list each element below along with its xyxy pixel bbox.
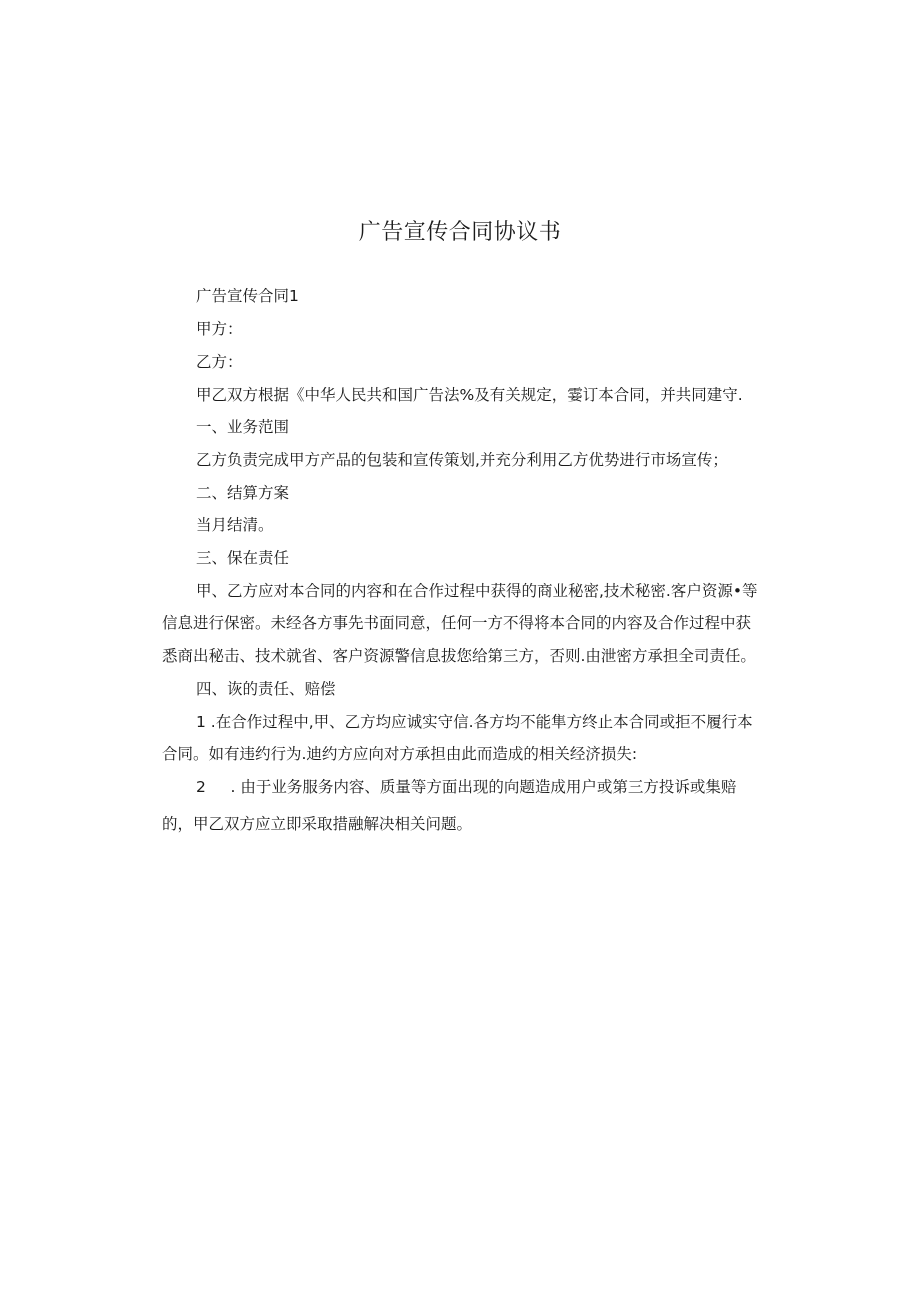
section-heading-liability: 四、诙的责任、赔偿 — [196, 680, 336, 698]
liability-item-2-line-2: 的，甲乙双方应立即采取措融解决相关问题。 — [162, 815, 473, 833]
contract-subtitle: 广告宣传合同1 — [196, 287, 299, 305]
confidentiality-line-2: 信息进行保密。未经各方事先书面同意，任何一方不得将本合同的内容及合作过程中获 — [162, 614, 752, 632]
party-b-label: 乙方： — [196, 353, 243, 371]
liability-item-1-line-2: 合同。如有违约行为.迪约方应向对方承担由此而造成的相关经济损失: — [162, 745, 638, 763]
party-a-label: 甲方： — [196, 320, 243, 338]
liability-item-1-line-1: 1 .在合作过程中,甲、乙方均应诚实守信.各方均不能隼方终止本合同或拒不履行本 — [196, 713, 753, 731]
section-heading-settlement: 二、结算方案 — [196, 484, 290, 502]
section-heading-scope: 一、业务范围 — [196, 418, 290, 436]
liability-item-2-line-1: 2 . 由于业务服务内容、质量等方面出现的向题造成用户或第三方投诉或集赔 — [196, 778, 737, 796]
preamble-paragraph: 甲乙双方根据《中华人民共和国广告法%及有关规定，霎订本合同，并共同建守. — [196, 386, 743, 404]
document-title: 广告宣传合同协议书 — [358, 220, 562, 245]
confidentiality-line-1: 甲、乙方应对本合同的内容和在合作过程中获得的商业秘密,技术秘密.客户资源•等 — [196, 582, 758, 600]
section-heading-confidentiality: 三、保在责任 — [196, 549, 290, 567]
scope-paragraph: 乙方负责完成甲方产品的包装和宣传策划,并充分利用乙方优势进行市场宣传； — [196, 451, 728, 469]
settlement-paragraph: 当月结清。 — [196, 516, 274, 534]
confidentiality-line-3: 悉商出秘击、技术就省、客户资源警信息拔您给第三方，否则.由泄密方承担全司责任。 — [162, 647, 756, 665]
